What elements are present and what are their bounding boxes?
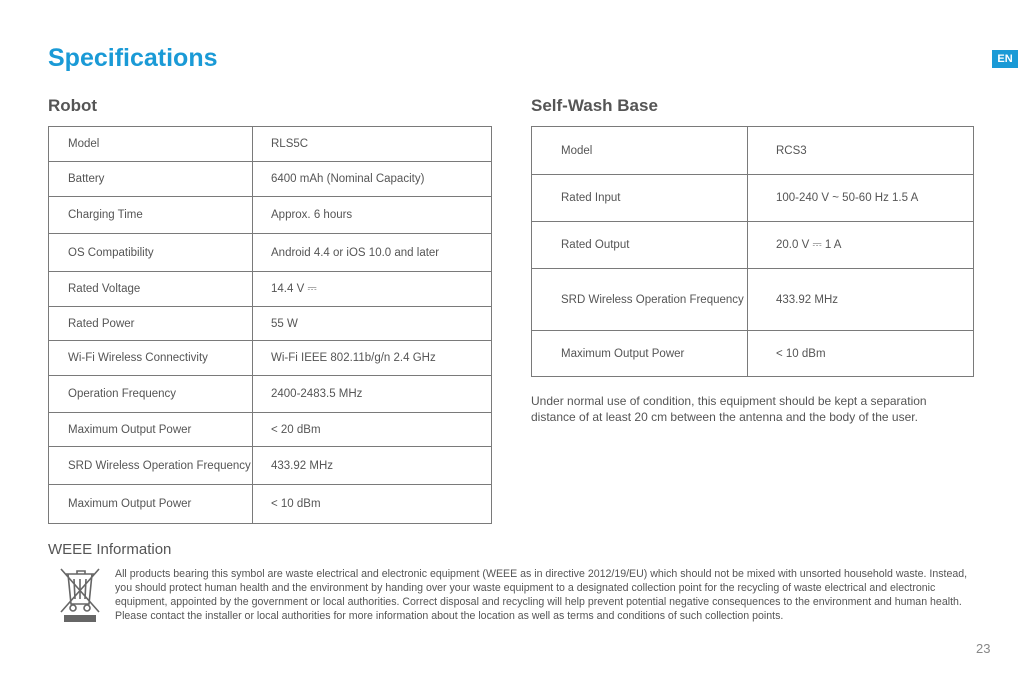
spec-label: Model: [532, 127, 748, 175]
table-row: [49, 376, 492, 413]
spec-value: Approx. 6 hours: [253, 197, 492, 234]
language-badge: EN: [992, 50, 1018, 68]
spec-label: OS Compatibility: [49, 234, 253, 272]
table-row: [49, 234, 492, 272]
spec-value: 20.0 V ⎓ 1 A: [748, 222, 974, 269]
spec-label: Rated Power: [49, 307, 253, 341]
spec-value: RLS5C: [253, 127, 492, 162]
spec-label: Rated Input: [532, 175, 748, 222]
table-row: [49, 413, 492, 447]
spec-label: Operation Frequency: [49, 376, 253, 413]
spec-label: Rated Voltage: [49, 272, 253, 307]
spec-value: 100-240 V ~ 50-60 Hz 1.5 A: [748, 175, 974, 222]
spec-label: Maximum Output Power: [49, 485, 253, 524]
spec-value: < 10 dBm: [253, 485, 492, 524]
crossed-out-wheelie-bin-icon: [58, 566, 102, 629]
spec-label: Charging Time: [49, 197, 253, 234]
spec-label: Wi-Fi Wireless Connectivity: [49, 341, 253, 376]
spec-label: Maximum Output Power: [532, 331, 748, 377]
table-row: [49, 485, 492, 524]
spec-value: RCS3: [748, 127, 974, 175]
spec-value: 14.4 V ⎓: [253, 272, 492, 307]
spec-label: SRD Wireless Operation Frequency: [532, 269, 748, 331]
robot-spec-table: [48, 126, 492, 524]
spec-value: 433.92 MHz: [748, 269, 974, 331]
robot-heading: Robot: [48, 96, 98, 115]
table-row: [532, 127, 974, 175]
self-wash-base-heading: Self-Wash Base: [531, 96, 658, 115]
table-row: [532, 175, 974, 222]
table-row: [49, 162, 492, 197]
spec-value: 2400-2483.5 MHz: [253, 376, 492, 413]
table-row: [49, 272, 492, 307]
spec-label: Battery: [49, 162, 253, 197]
weee-body-text: All products bearing this symbol are waste electrical and electronic equipment (WEEE as in directive 2012/19/EU) which should not be mixed with unsorted household waste. Instead, you should protect human health and the environment by handing over your waste equipment to a designated collection point for the recycling of waste electrical and electronic equipment, appointed by the government or local authorities. Correct disposal and recycling will help prevent potential negative consequences to the environment and human health. Please contact the installer or local authorities for more information about the location as well as terms and conditions of such collection points.: [115, 568, 968, 622]
spec-label: Maximum Output Power: [49, 413, 253, 447]
spec-value: 433.92 MHz: [253, 447, 492, 485]
base-spec-table: [531, 126, 974, 377]
page-title: Specifications: [48, 44, 218, 72]
table-row: [49, 197, 492, 234]
table-row: [532, 331, 974, 377]
spec-value: Wi-Fi IEEE 802.11b/g/n 2.4 GHz: [253, 341, 492, 376]
spec-label: SRD Wireless Operation Frequency: [49, 447, 253, 485]
table-row: [49, 307, 492, 341]
spec-label: Rated Output: [532, 222, 748, 269]
page-number: 23: [976, 641, 991, 656]
table-row: [532, 222, 974, 269]
weee-heading: WEEE Information: [48, 541, 172, 558]
separation-distance-note: Under normal use of condition, this equipment should be kept a separation distance of at least 20 cm between the antenna and the body of the user.: [531, 394, 927, 424]
spec-value: 6400 mAh (Nominal Capacity): [253, 162, 492, 197]
spec-value: 55 W: [253, 307, 492, 341]
table-row: [49, 341, 492, 376]
spec-value: < 10 dBm: [748, 331, 974, 377]
spec-label: Model: [49, 127, 253, 162]
spec-value: Android 4.4 or iOS 10.0 and later: [253, 234, 492, 272]
table-row: [49, 447, 492, 485]
table-row: [49, 127, 492, 162]
table-row: [532, 269, 974, 331]
spec-value: < 20 dBm: [253, 413, 492, 447]
